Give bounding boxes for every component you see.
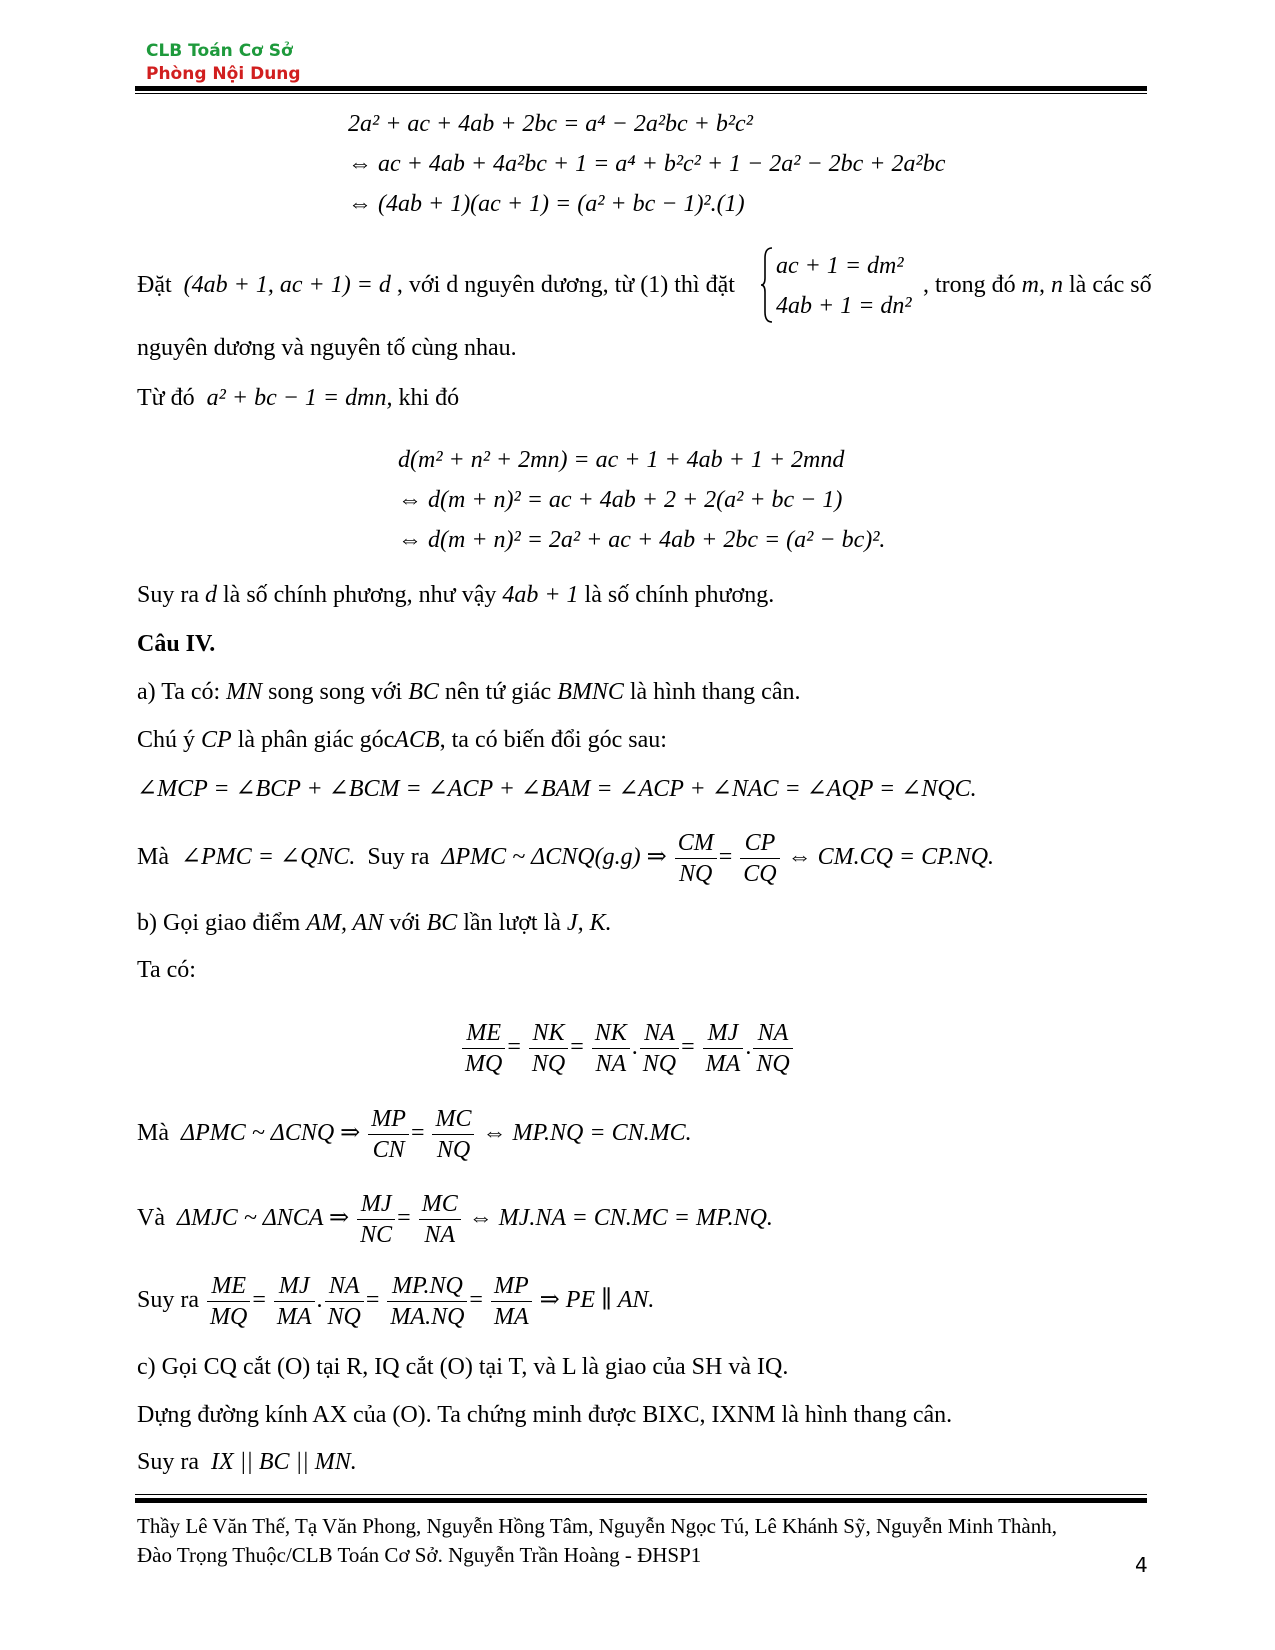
eq2-line2: ⇔ d(m + n)² = ac + 4ab + 2 + 2(a² + bc − 1) — [398, 487, 843, 513]
header-rule-thin — [135, 93, 1147, 94]
system-eq2: 4ab + 1 = dn² — [776, 293, 912, 319]
part-a-line1: a) Ta có: MN song song với BC nên tứ giác BMNC là hình thang cân. — [137, 679, 801, 705]
suy-ra-d-line: Suy ra d là số chính phương, như vậy 4ab + 1 là số chính phương. — [137, 582, 775, 608]
footer-rule — [135, 1498, 1147, 1503]
part-a-similarity: Mà ∠PMC = ∠QNC. Suy ra ΔPMC ~ ΔCNQ(g.g) ⇒ $\frac{CM}{NQ}$ = $\frac{CP}{CQ}$ ⇔ CM.CQ = CP.NQ. — [137, 830, 995, 887]
cau4-heading: Câu IV. — [137, 631, 216, 657]
footer-authors-line1: Thầy Lê Văn Thế, Tạ Văn Phong, Nguyễn Hồng Tâm, Nguyễn Ngọc Tú, Lê Khánh Sỹ, Nguyễn Minh Thành, — [137, 1514, 1057, 1538]
dat-line-suffix: , trong đó m, n là các số — [923, 272, 1152, 298]
system-brace — [760, 246, 774, 324]
text-nguyen: nguyên dương và nguyên tố cùng nhau. — [137, 335, 517, 361]
eq2-line3: ⇔ d(m + n)² = 2a² + ac + 4ab + 2bc = (a² − bc)². — [398, 527, 886, 553]
eq1-line1: 2a² + ac + 4ab + 2bc = a⁴ − 2a²bc + b²c² — [348, 111, 753, 137]
part-b-line1: b) Gọi giao điểm AM, AN với BC lần lượt là J, K. — [137, 910, 612, 936]
part-a-line2: Chú ý CP là phân giác gócACB, ta có biến đổi góc sau: — [137, 727, 667, 753]
eq1-line2: ⇔ ac + 4ab + 4a²bc + 1 = a⁴ + b²c² + 1 − 2a² − 2bc + 2a²bc — [348, 151, 946, 177]
va-similarity: Và ΔMJC ~ ΔNCA ⇒ $\frac{MJ}{NC}$ = $\frac{MC}{NA}$ ⇔ MJ.NA = CN.MC = MP.NQ. — [137, 1191, 773, 1248]
suy-ra-parallel: Suy ra $\frac{ME}{MQ}$ = $\frac{MJ}{MA}$ . $\frac{NA}{NQ}$ = $\frac{MP.NQ}{MA.NQ}$ = $\frac{MP}{MA}$ ⇒ PE ∥ AN. — [137, 1273, 655, 1330]
angle-chain: ∠MCP = ∠BCP + ∠BCM = ∠ACP + ∠BAM = ∠ACP + ∠NAC = ∠AQP = ∠NQC. — [137, 776, 977, 802]
ma-similarity-2: Mà ΔPMC ~ ΔCNQ ⇒ $\frac{MP}{CN}$ = $\frac{MC}{NQ}$ ⇔ MP.NQ = CN.MC. — [137, 1106, 692, 1163]
header-rule — [135, 86, 1147, 91]
footer-rule-thin — [135, 1494, 1147, 1495]
fraction-cm-nq: $\frac{CM}{NQ}$ — [675, 828, 717, 889]
dat-line: Đặt (4ab + 1, ac + 1) = d , với d nguyên dương, từ (1) thì đặt — [137, 272, 735, 298]
page-number: 4 — [1135, 1553, 1148, 1577]
fraction-cp-cq: $\frac{CP}{CQ}$ — [740, 828, 779, 889]
part-c-line3: Suy ra IX || BC || MN. — [137, 1449, 357, 1475]
header-club: CLB Toán Cơ Sở — [146, 41, 293, 61]
ta-co: Ta có: — [137, 957, 196, 983]
header-department: Phòng Nội Dung — [146, 64, 301, 84]
eq1-line3: ⇔ (4ab + 1)(ac + 1) = (a² + bc − 1)².(1) — [348, 191, 745, 217]
part-c-line1: c) Gọi CQ cắt (O) tại R, IQ cắt (O) tại T, và L là giao của SH và IQ. — [137, 1354, 789, 1380]
tu-do-line: Từ đó a² + bc − 1 = dmn, khi đó — [137, 385, 460, 411]
ratio-chain: $\frac{ME}{MQ}$ = $\frac{NK}{NQ}$ = $\frac{NK}{NA}$ . $\frac{NA}{NQ}$ = $\frac{MJ}{MA}$ . $\frac{NA}{NQ}$ — [460, 1018, 795, 1079]
system-eq1: ac + 1 = dm² — [776, 253, 904, 279]
eq2-line1: d(m² + n² + 2mn) = ac + 1 + 4ab + 1 + 2mnd — [398, 447, 845, 473]
footer-authors-line2: Đào Trọng Thuộc/CLB Toán Cơ Sở. Nguyễn Trần Hoàng - ĐHSP1 — [137, 1543, 702, 1567]
part-c-line2: Dựng đường kính AX của (O). Ta chứng minh được BIXC, IXNM là hình thang cân. — [137, 1402, 953, 1428]
